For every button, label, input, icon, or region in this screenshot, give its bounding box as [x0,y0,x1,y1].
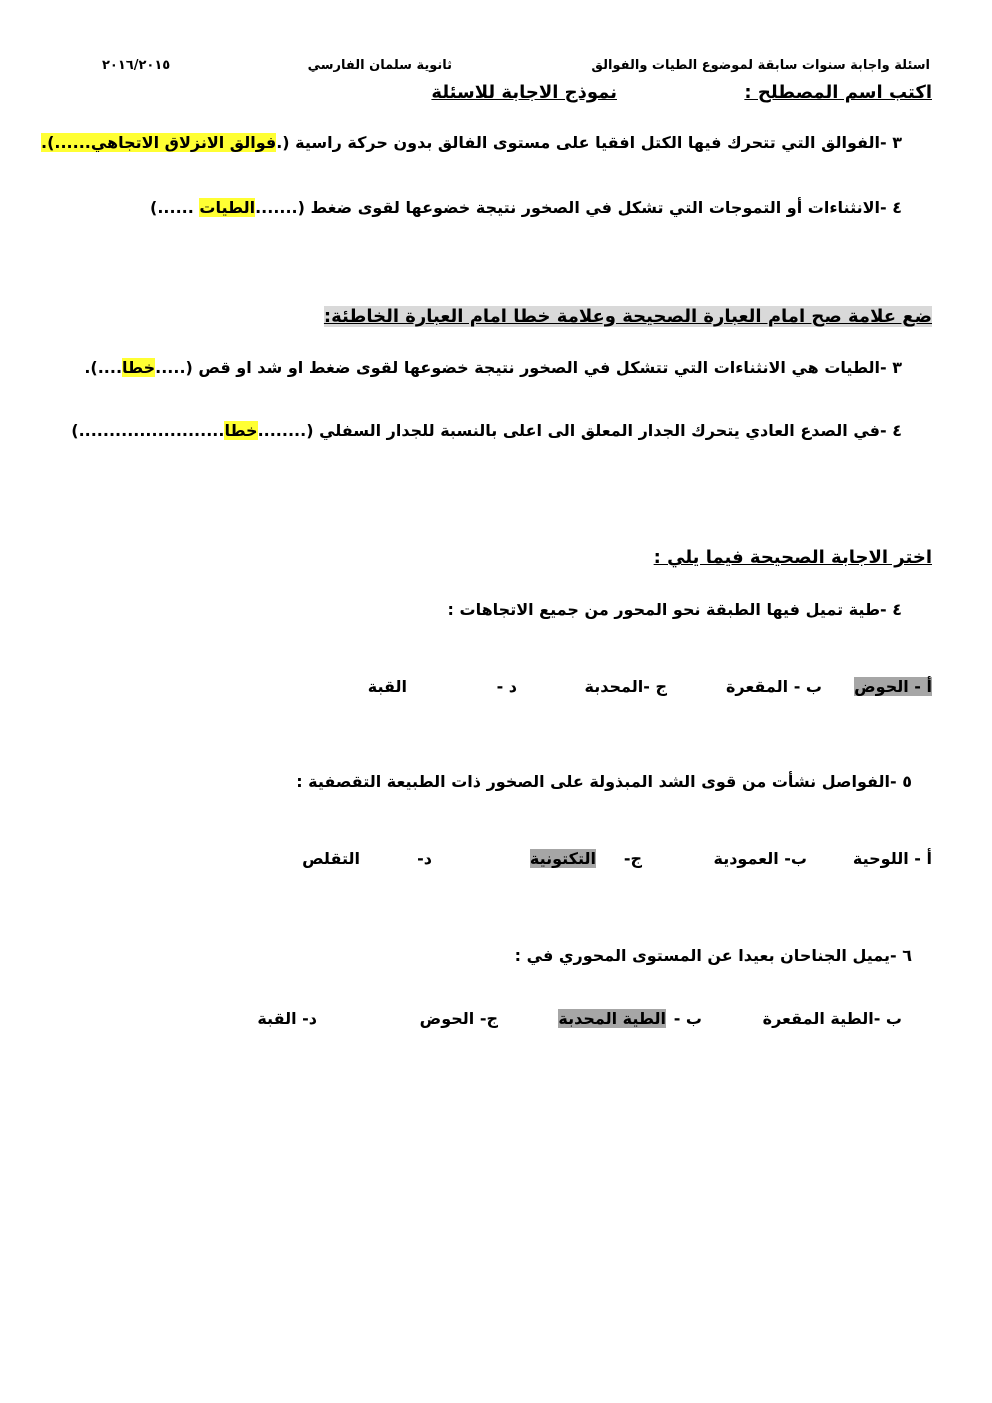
s1-q4-end: ......) [150,198,200,217]
s1-q4-text: ٤ -الانثناءات أو التموجات التي تشكل في الصخور نتيجة خضوعها لقوى ضغط (....... [255,198,902,217]
s1-q4-answer: الطيات [199,198,256,217]
section1-heading: اكتب اسم المصطلح : [744,82,932,103]
section2-heading: ضع علامة صح امام العبارة الصحيحة وعلامة خطا امام العبارة الخاطئة: [323,306,932,327]
s3-q4-option-a: أ - الحوض [854,677,932,696]
s3-q5-text: ٥ -الفواصل نشأت من قوى الشد المبذولة على الصخور ذات الطبيعة التقصفية : [296,772,912,791]
s1-q3-text: ٣ -الفوالق التي تتحرك فيها الكتل افقيا على مستوى الفالق بدون حركة راسية (. [276,133,902,152]
s3-q6-text: ٦ -يميل الجناحان بعيدا عن المستوى المحوري في : [514,946,912,965]
section3-heading: اختر الاجابة الصحيحة فيما يلي : [653,547,932,568]
header-year: ٢٠١٦/٢٠١٥ [102,58,171,73]
s3-q5-option-b: ب- العمودية [713,849,807,868]
model-answer-title: نموذج الاجابة للاسئلة [431,82,617,103]
s1-q3-answer: فوالق الانزلاق الاتجاهي [90,133,277,152]
s2-q4 [71,421,902,440]
s3-q4-option-d-text: القبة [367,677,407,696]
s3-q4-option-d: د - [496,677,517,696]
s3-q6-option-d: د- القبة [257,1009,317,1028]
header-title: اسئلة واجابة سنوات سابقة لموضوع الطيات والفوالق [591,58,930,73]
s3-q4-text: ٤ -طية تميل فيها الطبقة نحو المحور من جميع الاتجاهات : [447,600,902,619]
s2-q3 [84,358,902,377]
s3-q5-option-c: ج- [623,849,642,868]
s3-q5-option-c-text: التكتونية [529,849,596,868]
s2-q4-text: ٤ -في الصدع العادي يتحرك الجدار المعلق الى اعلى بالنسبة للجدار السفلي (........ [257,421,902,440]
s1-q3-end: ......). [40,133,91,152]
s2-q3-end: ....). [84,358,123,377]
s2-q3-text: ٣ -الطيات هي الانثناءات التي تتشكل في الصخور نتيجة خضوعها لقوى ضغط او شد او قص (..... [155,358,902,377]
s3-q6-option-b: ب - [673,1009,702,1028]
s3-q6-option-a: ب -الطية المقعرة [762,1009,902,1028]
s2-q3-answer: خطا [122,358,156,377]
s3-q6-option-b-text: الطية المحدبة [558,1009,666,1028]
header-school: ثانوية سلمان الفارسي [307,58,452,73]
s3-q4-option-b: ب - المقعرة [725,677,822,696]
s3-q5-option-d: د- [417,849,432,868]
s1-q4 [150,198,902,217]
s2-q4-answer: خطا [224,421,258,440]
s3-q6-option-c: ج- الحوض [419,1009,498,1028]
s3-q4-option-c: ج -المحدبة [584,677,667,696]
s1-q3 [41,133,902,152]
s3-q5-option-d-text: التقلص [302,849,360,868]
s2-q4-end: ........................) [71,421,225,440]
s3-q5-option-a: أ - اللوحية [852,849,932,868]
